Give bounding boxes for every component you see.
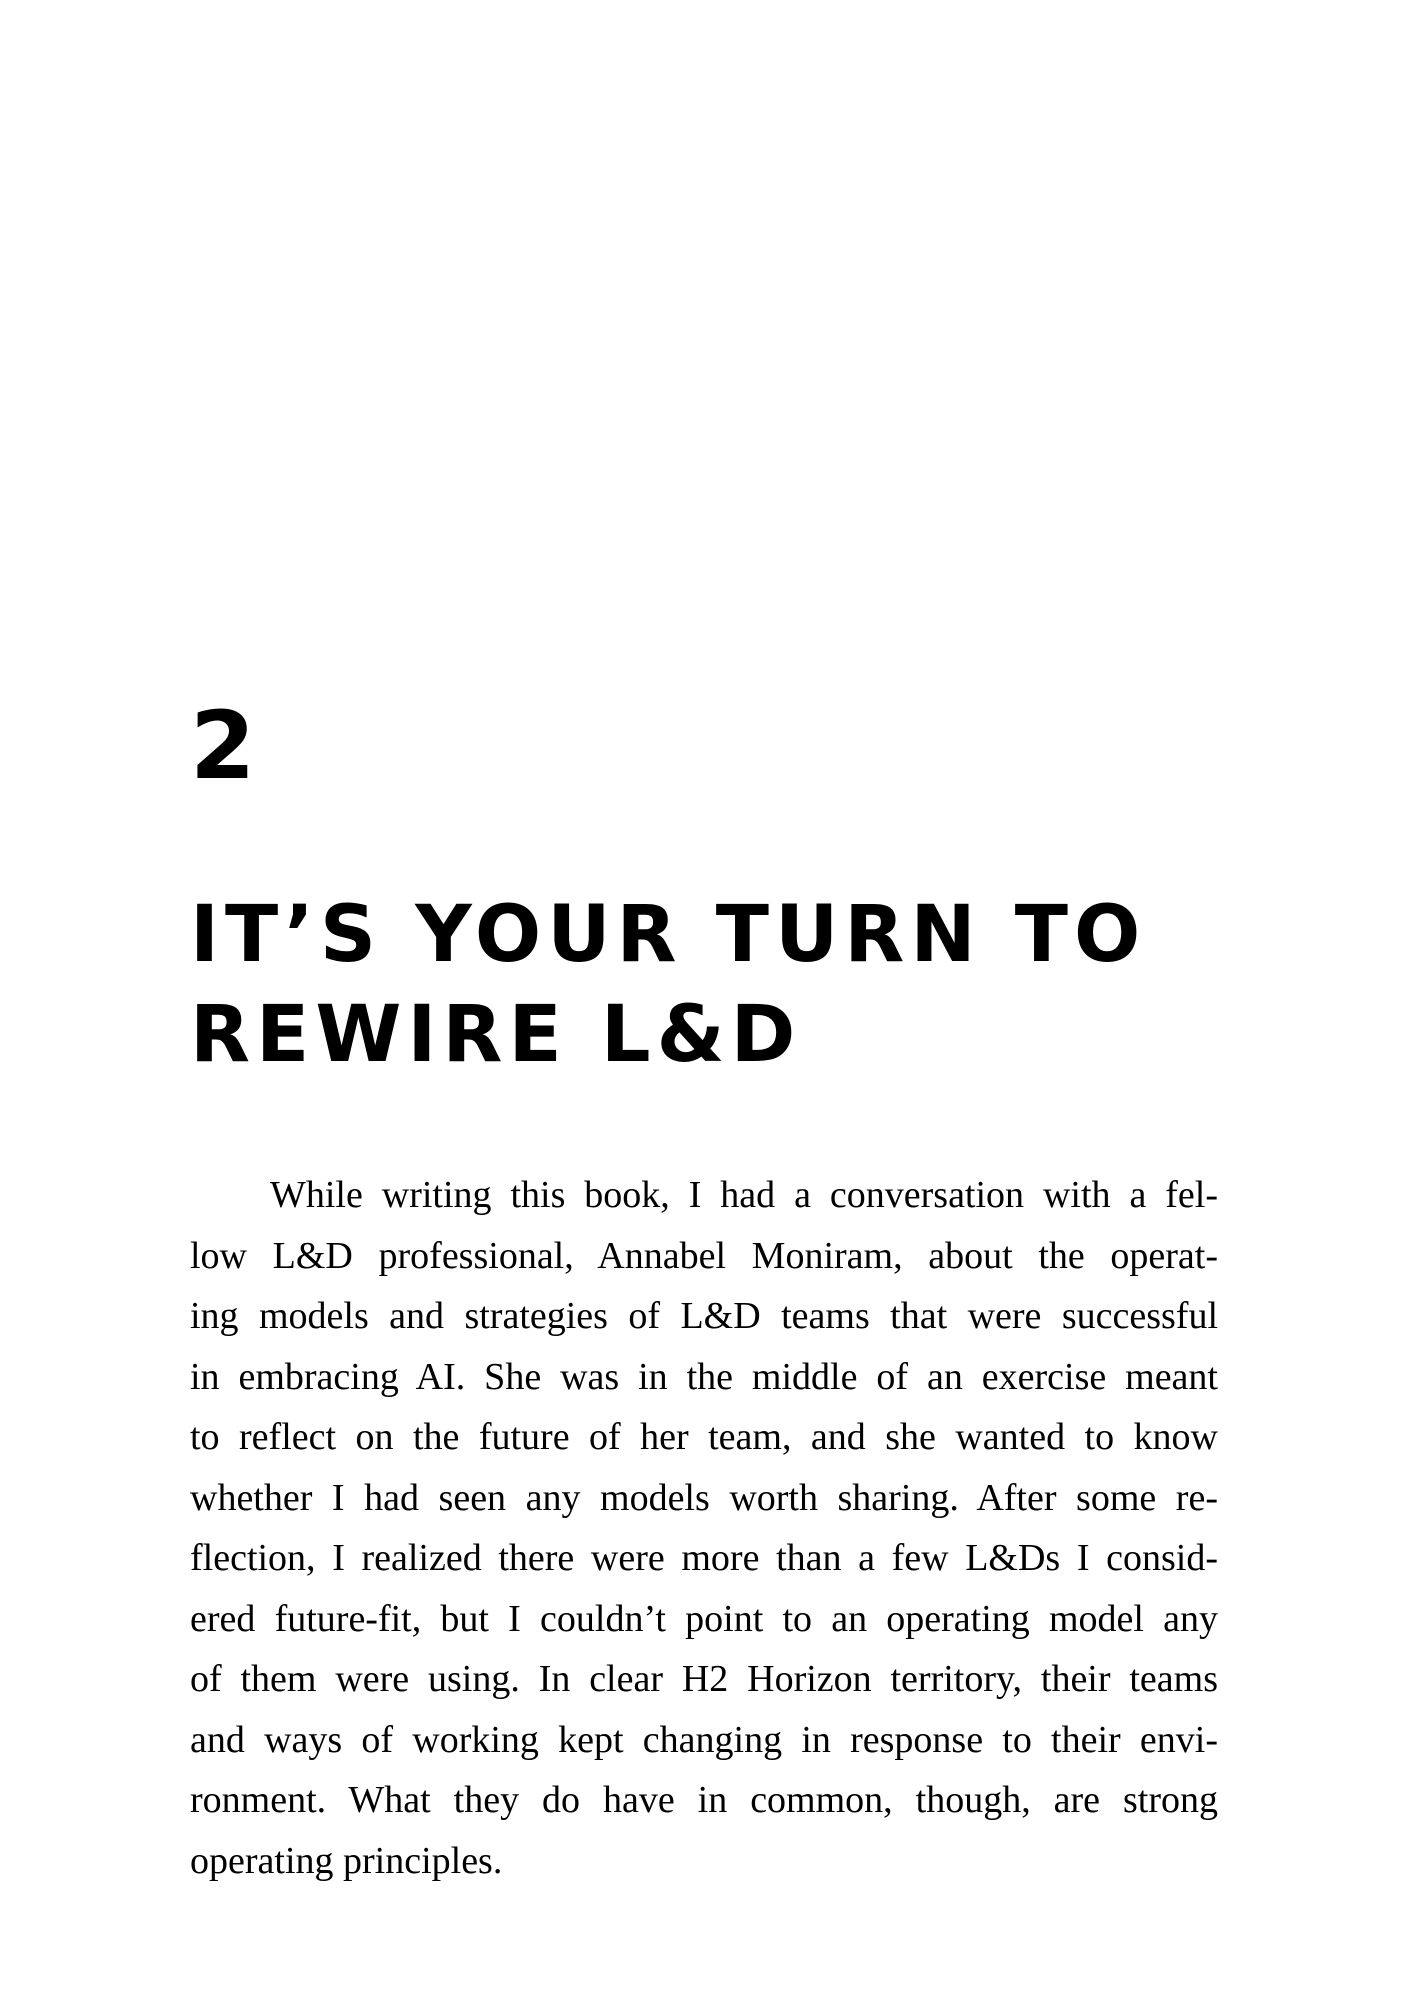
paragraph-line: ing models and strategies of L&D teams that were successful: [190, 1295, 1218, 1337]
paragraph-line: ronment. What they do have in common, though, are strong: [190, 1779, 1218, 1821]
body-paragraph: [190, 1165, 1218, 1891]
paragraph-line: While writing this book, I had a conversation with a fel-: [270, 1174, 1218, 1216]
chapter-title-line: REWIRE L&D: [190, 990, 802, 1080]
paragraph-line: low L&D professional, Annabel Moniram, about the operat-: [190, 1234, 1218, 1277]
paragraph-line: ered future-fit, but I couldn’t point to an operating model any: [190, 1597, 1218, 1640]
paragraph-line: in embracing AI. She was in the middle of an exercise meant: [190, 1355, 1218, 1398]
paragraph-line: of them were using. In clear H2 Horizon territory, their teams: [190, 1658, 1218, 1700]
paragraph-line: to reflect on the future of her team, and she wanted to know: [190, 1416, 1218, 1458]
paragraph-line: and ways of working kept changing in response to their envi-: [190, 1718, 1218, 1761]
chapter-number: 2: [190, 692, 256, 801]
paragraph-line: operating principles.: [190, 1839, 503, 1882]
chapter-title-line: IT’S YOUR TURN TO: [190, 890, 1147, 980]
chapter-title: [190, 885, 1250, 1085]
paragraph-line: flection, I realized there were more than a few L&Ds I consid-: [190, 1537, 1218, 1579]
paragraph-line: whether I had seen any models worth sharing. After some re-: [190, 1476, 1218, 1519]
